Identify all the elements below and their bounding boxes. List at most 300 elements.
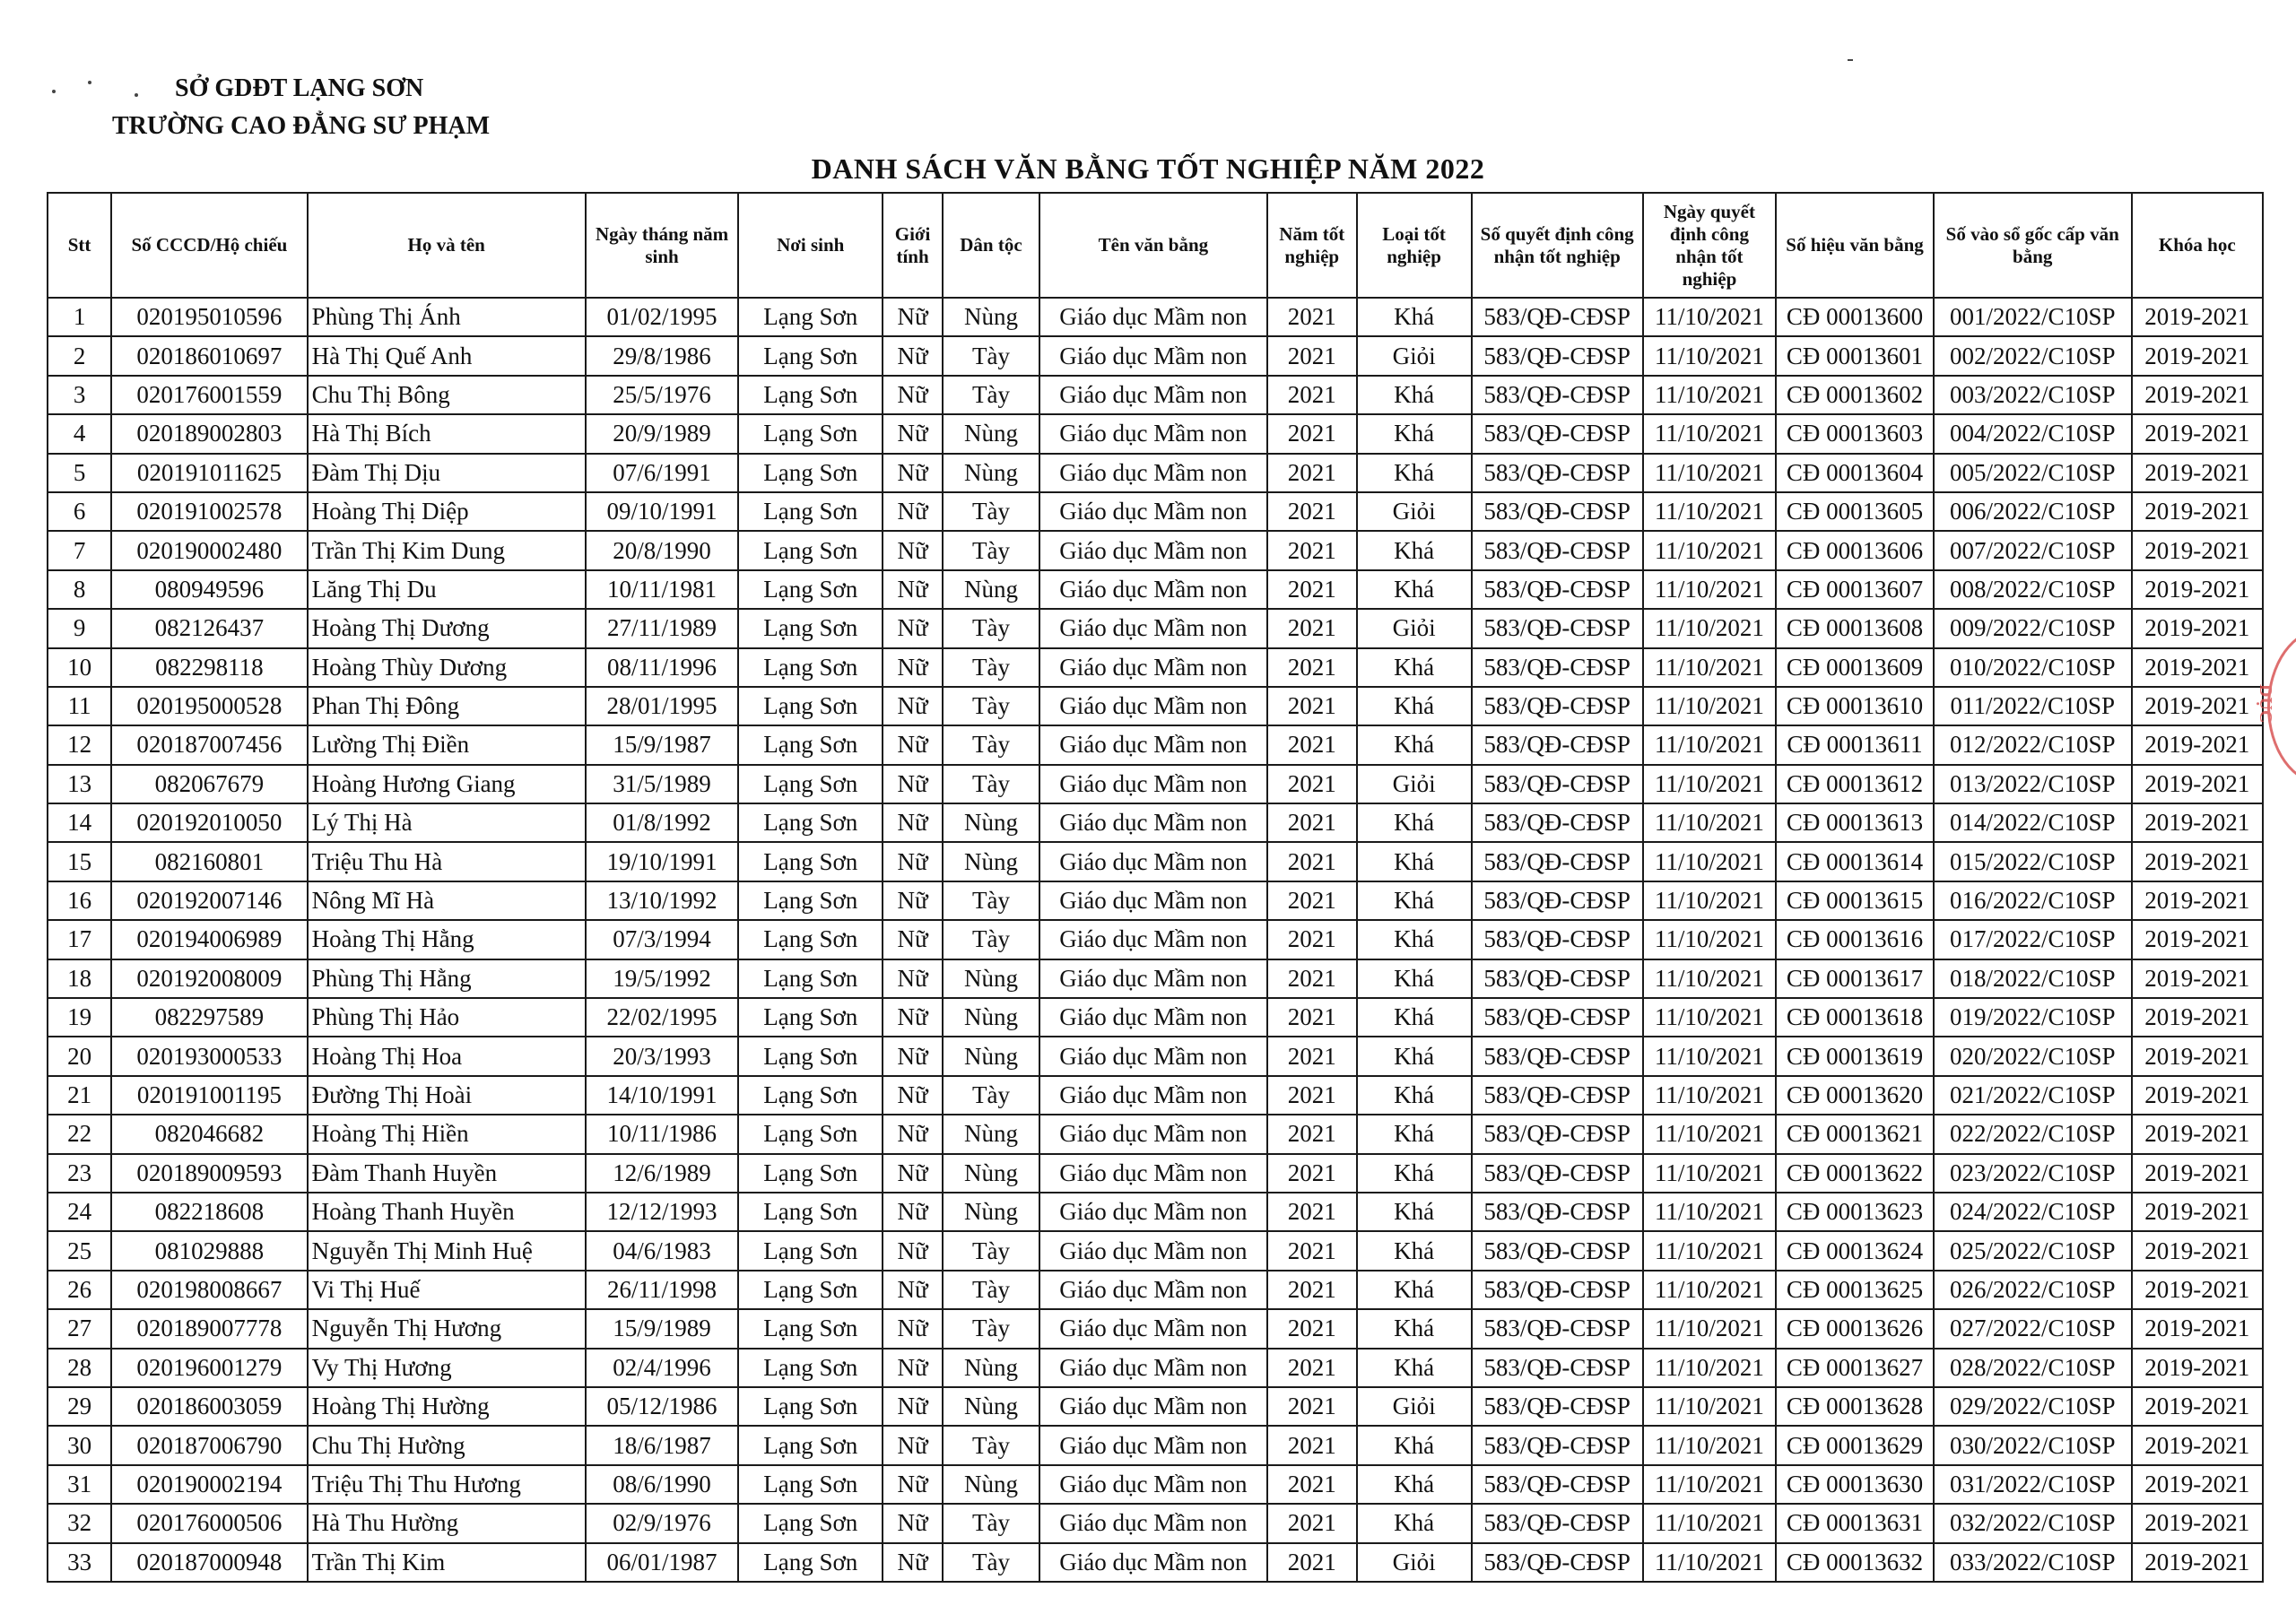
department-name: SỞ GDĐT LẠNG SƠN bbox=[175, 74, 424, 102]
cell-birth-date: 07/3/1994 bbox=[586, 920, 739, 959]
cell-certificate-number: CĐ 00013621 bbox=[1776, 1115, 1934, 1153]
cell-full-name: Hà Thị Bích bbox=[308, 414, 586, 453]
cell-grade: Khá bbox=[1357, 1193, 1472, 1231]
cell-decision-date: 11/10/2021 bbox=[1643, 1349, 1776, 1387]
cell-stt: 13 bbox=[48, 765, 111, 803]
cell-decision-number: 583/QĐ-CĐSP bbox=[1472, 376, 1643, 414]
table-row bbox=[48, 1465, 2263, 1504]
cell-birth-place: Lạng Sơn bbox=[738, 492, 883, 531]
cell-decision-number: 583/QĐ-CĐSP bbox=[1472, 1271, 1643, 1309]
cell-grad-year: 2021 bbox=[1267, 298, 1357, 336]
cell-grade: Khá bbox=[1357, 298, 1472, 336]
cell-birth-date: 02/4/1996 bbox=[586, 1349, 739, 1387]
cell-id-number: 020189007778 bbox=[111, 1309, 308, 1348]
cell-degree-name: Giáo dục Mầm non bbox=[1039, 803, 1267, 842]
cell-decision-date: 11/10/2021 bbox=[1643, 1076, 1776, 1115]
cell-grade: Khá bbox=[1357, 1465, 1472, 1504]
cell-register-number: 004/2022/C10SP bbox=[1934, 414, 2132, 453]
table-row bbox=[48, 998, 2263, 1037]
cell-gender: Nữ bbox=[883, 648, 943, 687]
cell-stt: 32 bbox=[48, 1504, 111, 1542]
cell-id-number: 020192007146 bbox=[111, 881, 308, 920]
cell-ethnicity: Tày bbox=[943, 1543, 1039, 1582]
cell-degree-name: Giáo dục Mầm non bbox=[1039, 1504, 1267, 1542]
cell-full-name: Phùng Thị Hảo bbox=[308, 998, 586, 1037]
cell-degree-name: Giáo dục Mầm non bbox=[1039, 1037, 1267, 1075]
cell-grad-year: 2021 bbox=[1267, 1309, 1357, 1348]
cell-certificate-number: CĐ 00013613 bbox=[1776, 803, 1934, 842]
table-row bbox=[48, 725, 2263, 764]
cell-certificate-number: CĐ 00013608 bbox=[1776, 609, 1934, 647]
cell-full-name: Trần Thị Kim Dung bbox=[308, 531, 586, 569]
cell-decision-date: 11/10/2021 bbox=[1643, 1543, 1776, 1582]
cell-register-number: 017/2022/C10SP bbox=[1934, 920, 2132, 959]
table-row bbox=[48, 1426, 2263, 1464]
cell-birth-place: Lạng Sơn bbox=[738, 1309, 883, 1348]
cell-certificate-number: CĐ 00013602 bbox=[1776, 376, 1934, 414]
cell-gender: Nữ bbox=[883, 1309, 943, 1348]
cell-register-number: 003/2022/C10SP bbox=[1934, 376, 2132, 414]
cell-grade: Giỏi bbox=[1357, 1387, 1472, 1426]
school-name: TRƯỜNG CAO ĐẲNG SƯ PHẠM bbox=[112, 112, 491, 140]
cell-birth-date: 12/12/1993 bbox=[586, 1193, 739, 1231]
cell-ethnicity: Tày bbox=[943, 336, 1039, 375]
cell-ethnicity: Tày bbox=[943, 376, 1039, 414]
table-row bbox=[48, 1115, 2263, 1153]
cell-register-number: 024/2022/C10SP bbox=[1934, 1193, 2132, 1231]
cell-gender: Nữ bbox=[883, 998, 943, 1037]
cell-course: 2019-2021 bbox=[2132, 920, 2263, 959]
cell-certificate-number: CĐ 00013620 bbox=[1776, 1076, 1934, 1115]
cell-course: 2019-2021 bbox=[2132, 1309, 2263, 1348]
cell-decision-date: 11/10/2021 bbox=[1643, 609, 1776, 647]
table-row bbox=[48, 570, 2263, 609]
cell-course: 2019-2021 bbox=[2132, 298, 2263, 336]
cell-degree-name: Giáo dục Mầm non bbox=[1039, 920, 1267, 959]
document-header bbox=[112, 70, 490, 145]
cell-gender: Nữ bbox=[883, 687, 943, 725]
cell-id-number: 020190002480 bbox=[111, 531, 308, 569]
cell-grad-year: 2021 bbox=[1267, 1076, 1357, 1115]
table-row bbox=[48, 1309, 2263, 1348]
cell-stt: 21 bbox=[48, 1076, 111, 1115]
cell-decision-number: 583/QĐ-CĐSP bbox=[1472, 609, 1643, 647]
cell-decision-date: 11/10/2021 bbox=[1643, 1154, 1776, 1193]
cell-decision-number: 583/QĐ-CĐSP bbox=[1472, 1504, 1643, 1542]
cell-birth-place: Lạng Sơn bbox=[738, 609, 883, 647]
cell-decision-date: 11/10/2021 bbox=[1643, 1115, 1776, 1153]
cell-course: 2019-2021 bbox=[2132, 1193, 2263, 1231]
cell-birth-place: Lạng Sơn bbox=[738, 881, 883, 920]
table-row bbox=[48, 1543, 2263, 1582]
cell-decision-date: 11/10/2021 bbox=[1643, 414, 1776, 453]
cell-grade: Khá bbox=[1357, 1504, 1472, 1542]
cell-decision-number: 583/QĐ-CĐSP bbox=[1472, 725, 1643, 764]
cell-course: 2019-2021 bbox=[2132, 1037, 2263, 1075]
table-row bbox=[48, 1193, 2263, 1231]
cell-full-name: Phùng Thị Hằng bbox=[308, 959, 586, 998]
cell-decision-date: 11/10/2021 bbox=[1643, 492, 1776, 531]
cell-degree-name: Giáo dục Mầm non bbox=[1039, 998, 1267, 1037]
cell-decision-number: 583/QĐ-CĐSP bbox=[1472, 1309, 1643, 1348]
cell-register-number: 028/2022/C10SP bbox=[1934, 1349, 2132, 1387]
cell-id-number: 020196001279 bbox=[111, 1349, 308, 1387]
cell-course: 2019-2021 bbox=[2132, 609, 2263, 647]
cell-certificate-number: CĐ 00013618 bbox=[1776, 998, 1934, 1037]
cell-decision-date: 11/10/2021 bbox=[1643, 531, 1776, 569]
cell-certificate-number: CĐ 00013603 bbox=[1776, 414, 1934, 453]
cell-full-name: Đàm Thanh Huyền bbox=[308, 1154, 586, 1193]
cell-decision-number: 583/QĐ-CĐSP bbox=[1472, 298, 1643, 336]
cell-stt: 22 bbox=[48, 1115, 111, 1153]
cell-stt: 28 bbox=[48, 1349, 111, 1387]
column-header-full-name: Họ và tên bbox=[308, 193, 586, 298]
cell-birth-place: Lạng Sơn bbox=[738, 998, 883, 1037]
column-header-gender: Giới tính bbox=[883, 193, 943, 298]
cell-degree-name: Giáo dục Mầm non bbox=[1039, 531, 1267, 569]
cell-course: 2019-2021 bbox=[2132, 454, 2263, 492]
cell-id-number: 082297589 bbox=[111, 998, 308, 1037]
cell-birth-date: 28/01/1995 bbox=[586, 687, 739, 725]
cell-ethnicity: Nùng bbox=[943, 1465, 1039, 1504]
cell-id-number: 020176000506 bbox=[111, 1504, 308, 1542]
cell-course: 2019-2021 bbox=[2132, 648, 2263, 687]
cell-decision-date: 11/10/2021 bbox=[1643, 725, 1776, 764]
cell-gender: Nữ bbox=[883, 376, 943, 414]
cell-decision-number: 583/QĐ-CĐSP bbox=[1472, 1465, 1643, 1504]
table-row bbox=[48, 803, 2263, 842]
table-row bbox=[48, 842, 2263, 881]
cell-register-number: 016/2022/C10SP bbox=[1934, 881, 2132, 920]
cell-grad-year: 2021 bbox=[1267, 1154, 1357, 1193]
cell-course: 2019-2021 bbox=[2132, 336, 2263, 375]
cell-full-name: Hoàng Hương Giang bbox=[308, 765, 586, 803]
cell-ethnicity: Nùng bbox=[943, 842, 1039, 881]
cell-certificate-number: CĐ 00013625 bbox=[1776, 1271, 1934, 1309]
cell-gender: Nữ bbox=[883, 1154, 943, 1193]
cell-register-number: 008/2022/C10SP bbox=[1934, 570, 2132, 609]
cell-birth-place: Lạng Sơn bbox=[738, 376, 883, 414]
cell-stt: 12 bbox=[48, 725, 111, 764]
cell-certificate-number: CĐ 00013601 bbox=[1776, 336, 1934, 375]
cell-id-number: 020189009593 bbox=[111, 1154, 308, 1193]
cell-grad-year: 2021 bbox=[1267, 376, 1357, 414]
cell-gender: Nữ bbox=[883, 765, 943, 803]
cell-certificate-number: CĐ 00013607 bbox=[1776, 570, 1934, 609]
column-header-stt: Stt bbox=[48, 193, 111, 298]
cell-grad-year: 2021 bbox=[1267, 959, 1357, 998]
cell-decision-number: 583/QĐ-CĐSP bbox=[1472, 1387, 1643, 1426]
cell-full-name: Hoàng Thị Hường bbox=[308, 1387, 586, 1426]
cell-grad-year: 2021 bbox=[1267, 336, 1357, 375]
cell-grad-year: 2021 bbox=[1267, 1543, 1357, 1582]
column-header-degree-name: Tên văn bằng bbox=[1039, 193, 1267, 298]
cell-grad-year: 2021 bbox=[1267, 803, 1357, 842]
cell-decision-number: 583/QĐ-CĐSP bbox=[1472, 1543, 1643, 1582]
cell-id-number: 020186003059 bbox=[111, 1387, 308, 1426]
cell-degree-name: Giáo dục Mầm non bbox=[1039, 1115, 1267, 1153]
cell-gender: Nữ bbox=[883, 881, 943, 920]
cell-gender: Nữ bbox=[883, 1387, 943, 1426]
cell-birth-place: Lạng Sơn bbox=[738, 842, 883, 881]
cell-gender: Nữ bbox=[883, 725, 943, 764]
document-title: DANH SÁCH VĂN BẰNG TỐT NGHIỆP NĂM 2022 bbox=[811, 152, 1485, 185]
cell-course: 2019-2021 bbox=[2132, 1115, 2263, 1153]
cell-ethnicity: Nùng bbox=[943, 1154, 1039, 1193]
cell-stt: 20 bbox=[48, 1037, 111, 1075]
table-header-row bbox=[48, 193, 2263, 298]
cell-stt: 15 bbox=[48, 842, 111, 881]
cell-decision-date: 11/10/2021 bbox=[1643, 1193, 1776, 1231]
cell-full-name: Lường Thị Điền bbox=[308, 725, 586, 764]
cell-full-name: Chu Thị Hường bbox=[308, 1426, 586, 1464]
cell-degree-name: Giáo dục Mầm non bbox=[1039, 454, 1267, 492]
table-row bbox=[48, 1387, 2263, 1426]
cell-degree-name: Giáo dục Mầm non bbox=[1039, 1465, 1267, 1504]
cell-full-name: Lý Thị Hà bbox=[308, 803, 586, 842]
cell-decision-number: 583/QĐ-CĐSP bbox=[1472, 803, 1643, 842]
cell-ethnicity: Tày bbox=[943, 920, 1039, 959]
cell-degree-name: Giáo dục Mầm non bbox=[1039, 648, 1267, 687]
cell-decision-number: 583/QĐ-CĐSP bbox=[1472, 1037, 1643, 1075]
cell-register-number: 012/2022/C10SP bbox=[1934, 725, 2132, 764]
table-row bbox=[48, 609, 2263, 647]
table-row bbox=[48, 454, 2263, 492]
cell-full-name: Hà Thị Quế Anh bbox=[308, 336, 586, 375]
cell-ethnicity: Nùng bbox=[943, 1193, 1039, 1231]
cell-course: 2019-2021 bbox=[2132, 959, 2263, 998]
table-row bbox=[48, 1076, 2263, 1115]
cell-degree-name: Giáo dục Mầm non bbox=[1039, 1231, 1267, 1270]
cell-decision-date: 11/10/2021 bbox=[1643, 1387, 1776, 1426]
cell-grad-year: 2021 bbox=[1267, 920, 1357, 959]
table-row bbox=[48, 1271, 2263, 1309]
cell-id-number: 020195010596 bbox=[111, 298, 308, 336]
cell-grad-year: 2021 bbox=[1267, 531, 1357, 569]
cell-register-number: 027/2022/C10SP bbox=[1934, 1309, 2132, 1348]
cell-birth-place: Lạng Sơn bbox=[738, 725, 883, 764]
cell-ethnicity: Nùng bbox=[943, 414, 1039, 453]
cell-degree-name: Giáo dục Mầm non bbox=[1039, 1271, 1267, 1309]
cell-birth-place: Lạng Sơn bbox=[738, 1349, 883, 1387]
scan-speck bbox=[88, 81, 91, 84]
cell-register-number: 032/2022/C10SP bbox=[1934, 1504, 2132, 1542]
cell-ethnicity: Tày bbox=[943, 881, 1039, 920]
table-row bbox=[48, 765, 2263, 803]
cell-decision-number: 583/QĐ-CĐSP bbox=[1472, 998, 1643, 1037]
cell-gender: Nữ bbox=[883, 570, 943, 609]
graduates-table bbox=[47, 192, 2264, 1583]
cell-course: 2019-2021 bbox=[2132, 1426, 2263, 1464]
cell-course: 2019-2021 bbox=[2132, 803, 2263, 842]
cell-birth-date: 15/9/1987 bbox=[586, 725, 739, 764]
cell-grade: Khá bbox=[1357, 803, 1472, 842]
cell-stt: 5 bbox=[48, 454, 111, 492]
cell-gender: Nữ bbox=[883, 1504, 943, 1542]
cell-grade: Giỏi bbox=[1357, 609, 1472, 647]
cell-course: 2019-2021 bbox=[2132, 531, 2263, 569]
cell-grad-year: 2021 bbox=[1267, 1504, 1357, 1542]
cell-full-name: Triệu Thu Hà bbox=[308, 842, 586, 881]
cell-birth-date: 22/02/1995 bbox=[586, 998, 739, 1037]
cell-register-number: 022/2022/C10SP bbox=[1934, 1115, 2132, 1153]
cell-register-number: 031/2022/C10SP bbox=[1934, 1465, 2132, 1504]
cell-gender: Nữ bbox=[883, 1349, 943, 1387]
cell-grade: Khá bbox=[1357, 842, 1472, 881]
cell-birth-date: 14/10/1991 bbox=[586, 1076, 739, 1115]
cell-stt: 3 bbox=[48, 376, 111, 414]
cell-full-name: Hoàng Thị Dương bbox=[308, 609, 586, 647]
cell-decision-number: 583/QĐ-CĐSP bbox=[1472, 959, 1643, 998]
table-row bbox=[48, 298, 2263, 336]
cell-birth-place: Lạng Sơn bbox=[738, 920, 883, 959]
column-header-grade: Loại tốt nghiệp bbox=[1357, 193, 1472, 298]
cell-stt: 8 bbox=[48, 570, 111, 609]
cell-degree-name: Giáo dục Mầm non bbox=[1039, 570, 1267, 609]
cell-stt: 31 bbox=[48, 1465, 111, 1504]
cell-ethnicity: Nùng bbox=[943, 1037, 1039, 1075]
cell-register-number: 002/2022/C10SP bbox=[1934, 336, 2132, 375]
cell-register-number: 001/2022/C10SP bbox=[1934, 298, 2132, 336]
cell-course: 2019-2021 bbox=[2132, 1504, 2263, 1542]
table-row bbox=[48, 336, 2263, 375]
cell-stt: 9 bbox=[48, 609, 111, 647]
cell-decision-date: 11/10/2021 bbox=[1643, 842, 1776, 881]
cell-stt: 17 bbox=[48, 920, 111, 959]
cell-full-name: Hoàng Thị Diệp bbox=[308, 492, 586, 531]
cell-grade: Khá bbox=[1357, 1037, 1472, 1075]
cell-ethnicity: Nùng bbox=[943, 454, 1039, 492]
cell-id-number: 020186010697 bbox=[111, 336, 308, 375]
cell-register-number: 019/2022/C10SP bbox=[1934, 998, 2132, 1037]
table-row bbox=[48, 881, 2263, 920]
cell-decision-date: 11/10/2021 bbox=[1643, 1504, 1776, 1542]
cell-id-number: 020192010050 bbox=[111, 803, 308, 842]
cell-gender: Nữ bbox=[883, 1076, 943, 1115]
cell-register-number: 033/2022/C10SP bbox=[1934, 1543, 2132, 1582]
column-header-certificate-number: Số hiệu văn bằng bbox=[1776, 193, 1934, 298]
cell-certificate-number: CĐ 00013606 bbox=[1776, 531, 1934, 569]
cell-ethnicity: Tày bbox=[943, 1271, 1039, 1309]
cell-degree-name: Giáo dục Mầm non bbox=[1039, 842, 1267, 881]
cell-certificate-number: CĐ 00013627 bbox=[1776, 1349, 1934, 1387]
cell-birth-date: 08/11/1996 bbox=[586, 648, 739, 687]
cell-birth-place: Lạng Sơn bbox=[738, 959, 883, 998]
cell-certificate-number: CĐ 00013630 bbox=[1776, 1465, 1934, 1504]
cell-stt: 33 bbox=[48, 1543, 111, 1582]
cell-grad-year: 2021 bbox=[1267, 842, 1357, 881]
cell-grad-year: 2021 bbox=[1267, 1465, 1357, 1504]
cell-ethnicity: Nùng bbox=[943, 1349, 1039, 1387]
table-row bbox=[48, 531, 2263, 569]
cell-full-name: Đàm Thị Dịu bbox=[308, 454, 586, 492]
cell-course: 2019-2021 bbox=[2132, 492, 2263, 531]
cell-full-name: Hoàng Thùy Dương bbox=[308, 648, 586, 687]
cell-birth-date: 20/9/1989 bbox=[586, 414, 739, 453]
cell-id-number: 020176001559 bbox=[111, 376, 308, 414]
cell-birth-date: 15/9/1989 bbox=[586, 1309, 739, 1348]
cell-degree-name: Giáo dục Mầm non bbox=[1039, 414, 1267, 453]
cell-full-name: Đường Thị Hoài bbox=[308, 1076, 586, 1115]
cell-gender: Nữ bbox=[883, 842, 943, 881]
cell-stt: 19 bbox=[48, 998, 111, 1037]
cell-full-name: Phan Thị Đông bbox=[308, 687, 586, 725]
cell-decision-number: 583/QĐ-CĐSP bbox=[1472, 842, 1643, 881]
table-row bbox=[48, 414, 2263, 453]
cell-ethnicity: Tày bbox=[943, 687, 1039, 725]
cell-grade: Giỏi bbox=[1357, 492, 1472, 531]
cell-gender: Nữ bbox=[883, 298, 943, 336]
cell-gender: Nữ bbox=[883, 1543, 943, 1582]
cell-birth-place: Lạng Sơn bbox=[738, 298, 883, 336]
cell-id-number: 080949596 bbox=[111, 570, 308, 609]
cell-grad-year: 2021 bbox=[1267, 881, 1357, 920]
table-row bbox=[48, 1231, 2263, 1270]
cell-full-name: Phùng Thị Ánh bbox=[308, 298, 586, 336]
cell-gender: Nữ bbox=[883, 920, 943, 959]
cell-grad-year: 2021 bbox=[1267, 1271, 1357, 1309]
cell-birth-place: Lạng Sơn bbox=[738, 803, 883, 842]
cell-course: 2019-2021 bbox=[2132, 1076, 2263, 1115]
cell-birth-date: 29/8/1986 bbox=[586, 336, 739, 375]
cell-grad-year: 2021 bbox=[1267, 725, 1357, 764]
cell-grad-year: 2021 bbox=[1267, 687, 1357, 725]
cell-register-number: 025/2022/C10SP bbox=[1934, 1231, 2132, 1270]
cell-id-number: 082126437 bbox=[111, 609, 308, 647]
cell-gender: Nữ bbox=[883, 803, 943, 842]
cell-degree-name: Giáo dục Mầm non bbox=[1039, 1076, 1267, 1115]
cell-decision-date: 11/10/2021 bbox=[1643, 1037, 1776, 1075]
cell-grade: Khá bbox=[1357, 1076, 1472, 1115]
cell-birth-date: 31/5/1989 bbox=[586, 765, 739, 803]
cell-degree-name: Giáo dục Mầm non bbox=[1039, 725, 1267, 764]
cell-certificate-number: CĐ 00013622 bbox=[1776, 1154, 1934, 1193]
cell-ethnicity: Tày bbox=[943, 725, 1039, 764]
cell-degree-name: Giáo dục Mầm non bbox=[1039, 376, 1267, 414]
cell-gender: Nữ bbox=[883, 454, 943, 492]
cell-id-number: 020198008667 bbox=[111, 1271, 308, 1309]
cell-grade: Giỏi bbox=[1357, 336, 1472, 375]
cell-register-number: 029/2022/C10SP bbox=[1934, 1387, 2132, 1426]
cell-stt: 24 bbox=[48, 1193, 111, 1231]
cell-id-number: 082067679 bbox=[111, 765, 308, 803]
cell-birth-date: 19/5/1992 bbox=[586, 959, 739, 998]
cell-id-number: 020191002578 bbox=[111, 492, 308, 531]
cell-stt: 25 bbox=[48, 1231, 111, 1270]
cell-ethnicity: Tày bbox=[943, 492, 1039, 531]
cell-register-number: 007/2022/C10SP bbox=[1934, 531, 2132, 569]
cell-full-name: Vy Thị Hương bbox=[308, 1349, 586, 1387]
cell-degree-name: Giáo dục Mầm non bbox=[1039, 687, 1267, 725]
cell-certificate-number: CĐ 00013605 bbox=[1776, 492, 1934, 531]
cell-stt: 7 bbox=[48, 531, 111, 569]
cell-decision-date: 11/10/2021 bbox=[1643, 648, 1776, 687]
cell-grade: Khá bbox=[1357, 570, 1472, 609]
cell-register-number: 026/2022/C10SP bbox=[1934, 1271, 2132, 1309]
cell-certificate-number: CĐ 00013616 bbox=[1776, 920, 1934, 959]
table-row bbox=[48, 648, 2263, 687]
cell-stt: 29 bbox=[48, 1387, 111, 1426]
cell-certificate-number: CĐ 00013624 bbox=[1776, 1231, 1934, 1270]
cell-decision-date: 11/10/2021 bbox=[1643, 881, 1776, 920]
cell-grad-year: 2021 bbox=[1267, 765, 1357, 803]
cell-birth-date: 26/11/1998 bbox=[586, 1271, 739, 1309]
cell-gender: Nữ bbox=[883, 492, 943, 531]
cell-register-number: 013/2022/C10SP bbox=[1934, 765, 2132, 803]
cell-decision-number: 583/QĐ-CĐSP bbox=[1472, 570, 1643, 609]
cell-gender: Nữ bbox=[883, 1193, 943, 1231]
cell-birth-date: 06/01/1987 bbox=[586, 1543, 739, 1582]
